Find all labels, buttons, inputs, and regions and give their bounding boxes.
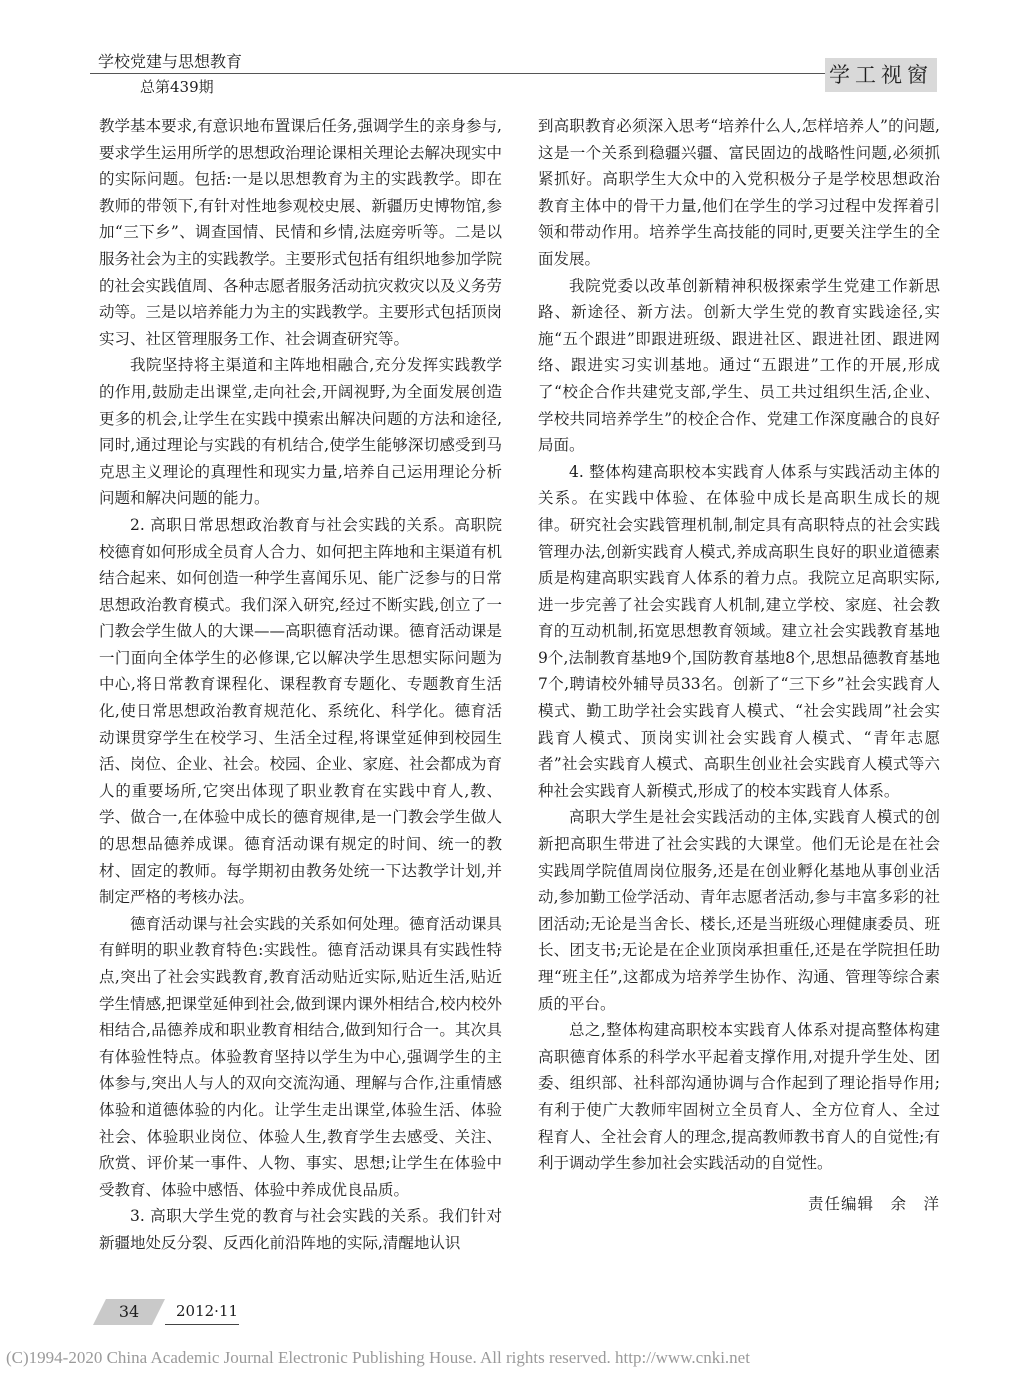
responsible-editor: 责任编辑 余 洋 xyxy=(807,1194,940,1213)
header-rule xyxy=(90,73,852,74)
footer-rule xyxy=(165,1324,239,1325)
right-column xyxy=(538,113,940,1217)
section-title: 学工视窗 xyxy=(825,58,937,92)
paragraph: 我院党委以改革创新精神积极探索学生党建工作新思路、新途径、新方法。创新大学生党的教育实践途径,实施“五个跟进”即跟进班级、跟进社区、跟进社团、跟进网络、跟进实习实训基地。通过“五跟进”工作的开展,形成了“校企合作共建党支部,学生、员工共过组织生活,企业、学校共同培养学生”的校企合作、党建工作深度融合的良好局面。 xyxy=(538,276,940,455)
left-column xyxy=(99,113,502,1257)
paragraph: 我院坚持将主渠道和主阵地相融合,充分发挥实践教学的作用,鼓励走出课堂,走向社会,开阔视野,为全面发展创造更多的机会,让学生在实践中摸索出解决问题的方法和途径,同时,通过理论与实践的有机结合,使学生能够深切感受到马克思主义理论的真理性和现实力量,培养自己运用理论分析问题和解决问题的能力。 xyxy=(99,356,502,508)
paragraph: 2. 高职日常思想政治教育与社会实践的关系。高职院校德育如何形成全员育人合力、如何把主阵地和主渠道有机结合起来、如何创造一种学生喜闻乐见、能广泛参与的日常思想政治教育模式。我们深入研究,经过不断实践,创立了一门教会学生做人的大课——高职德育活动课。德育活动课是一门面向全体学生的必修课,它以解决学生思想实际问题为中心,将日常教育课程化、课程教育专题化、专题教育生活化,使日常思想政治教育规范化、系统化、科学化。德育活动课贯穿学生在校学习、生活全过程,将课堂延伸到校园生活、岗位、企业、社会。校园、企业、家庭、社会都成为育人的重要场所,它突出体现了职业教育在实践中育人,教、学、做合一,在体验中成长的德育规律,是一门教会学生做人的思想品德养成课。德育活动课有规定的时间、统一的教材、固定的教师。每学期初由教务处统一下达教学计划,并制定严格的考核办法。 xyxy=(99,515,503,907)
journal-name: 学校党建与思想教育 xyxy=(98,52,243,71)
paragraph: 德育活动课与社会实践的关系如何处理。德育活动课具有鲜明的职业教育特色:实践性。德育活动课具有实践性特点,突出了社会实践教育,教育活动贴近实际,贴近生活,贴近学生情感,把课堂延伸到社会,做到课内课外相结合,校内校外相结合,品德养成和职业教育相结合,做到知行合一。其次具有体验性特点。体验教育坚持以学生为中心,强调学生的主体参与,突出人与人的双向交流沟通、理解与合作,注重情感体验和道德体验的内化。让学生走出课堂,体验生活、体验社会、体验职业岗位、体验人生,教育学生去感受、关注、欣赏、评价某一事件、人物、事实、思想;让学生在体验中受教育、体验中感悟、体验中养成优良品质。 xyxy=(99,914,503,1199)
copyright-watermark: (C)1994-2020 China Academic Journal Electronic Publishing House. All rights reserved. http://www.cnki.net xyxy=(6,1348,750,1367)
paragraph: 高职大学生是社会实践活动的主体,实践育人模式的创新把高职生带进了社会实践的大课堂。他们无论是在社会实践周学院值周岗位服务,还是在创业孵化基地从事创业活动,参加勤工俭学活动、青年志愿者活动,参与丰富多彩的社团活动;无论是当舍长、楼长,还是当班级心理健康委员、班长、团支书;无论是在企业顶岗承担重任,还是在学院担任助理“班主任”,这都成为培养学生协作、沟通、管理等综合素质的平台。 xyxy=(538,808,940,1013)
paragraph: 3. 高职大学生党的教育与社会实践的关系。我们针对新疆地处反分裂、反西化前沿阵地的实际,清醒地认识 xyxy=(99,1207,502,1252)
issue-number: 总第439期 xyxy=(140,78,214,96)
issue-date: 2012·11 xyxy=(176,1302,239,1320)
page-number: 34 xyxy=(118,1302,140,1321)
paragraph: 到高职教育必须深入思考“培养什么人,怎样培养人”的问题,这是一个关系到稳疆兴疆、富民固边的战略性问题,必须抓紧抓好。高职学生大众中的入党积极分子是学校思想政治教育主体中的骨干力量,他们在学生的学习过程中发挥着引领和带动作用。培养学生高技能的同时,更要关注学生的全面发展。 xyxy=(538,117,940,268)
paragraph: 4. 整体构建高职校本实践育人体系与实践活动主体的关系。在实践中体验、在体验中成长是高职生成长的规律。研究社会实践管理机制,制定具有高职特点的社会实践管理办法,创新实践育人模式,养成高职生良好的职业道德素质是构建高职实践育人体系的着力点。我院立足高职实际,进一步完善了社会实践育人机制,建立学校、家庭、社会教育的互动机制,拓宽思想教育领域。建立社会实践教育基地9个,法制教育基地9个,国防教育基地8个,思想品德教育基地7个,聘请校外辅导员33名。创新了“三下乡”社会实践育人模式、勤工助学社会实践育人模式、“社会实践周”社会实践育人模式、顶岗实训社会实践育人模式、“青年志愿者”社会实践育人模式、高职生创业社会实践育人模式等六种社会实践育人新模式,形成了的校本实践育人体系。 xyxy=(538,462,940,800)
paragraph: 总之,整体构建高职校本实践育人体系对提高整体构建高职德育体系的科学水平起着支撑作用,对提升学生处、团委、组织部、社科部沟通协调与合作起到了理论指导作用;有利于使广大教师牢固树立全员育人、全方位育人、全过程育人、全社会育人的理念,提高教师教书育人的自觉性;有利于调动学生参加社会实践活动的自觉性。 xyxy=(538,1021,940,1173)
paragraph: 教学基本要求,有意识地布置课后任务,强调学生的亲身参与,要求学生运用所学的思想政治理论课相关理论去解决现实中的实际问题。包括:一是以思想教育为主的实践教学。即在教师的带领下,有针对性地参观校史展、新疆历史博物馆,参加“三下乡”、调查国情、民情和乡情,法庭旁听等。二是以服务社会为主的实践教学。主要形式包括有组织地参加学院的社会实践值周、各种志愿者服务活动抗灾救灾以及义务劳动等。三是以培养能力为主的实践教学。主要形式包括顶岗实习、社区管理服务工作、社会调查研究等。 xyxy=(99,117,503,348)
